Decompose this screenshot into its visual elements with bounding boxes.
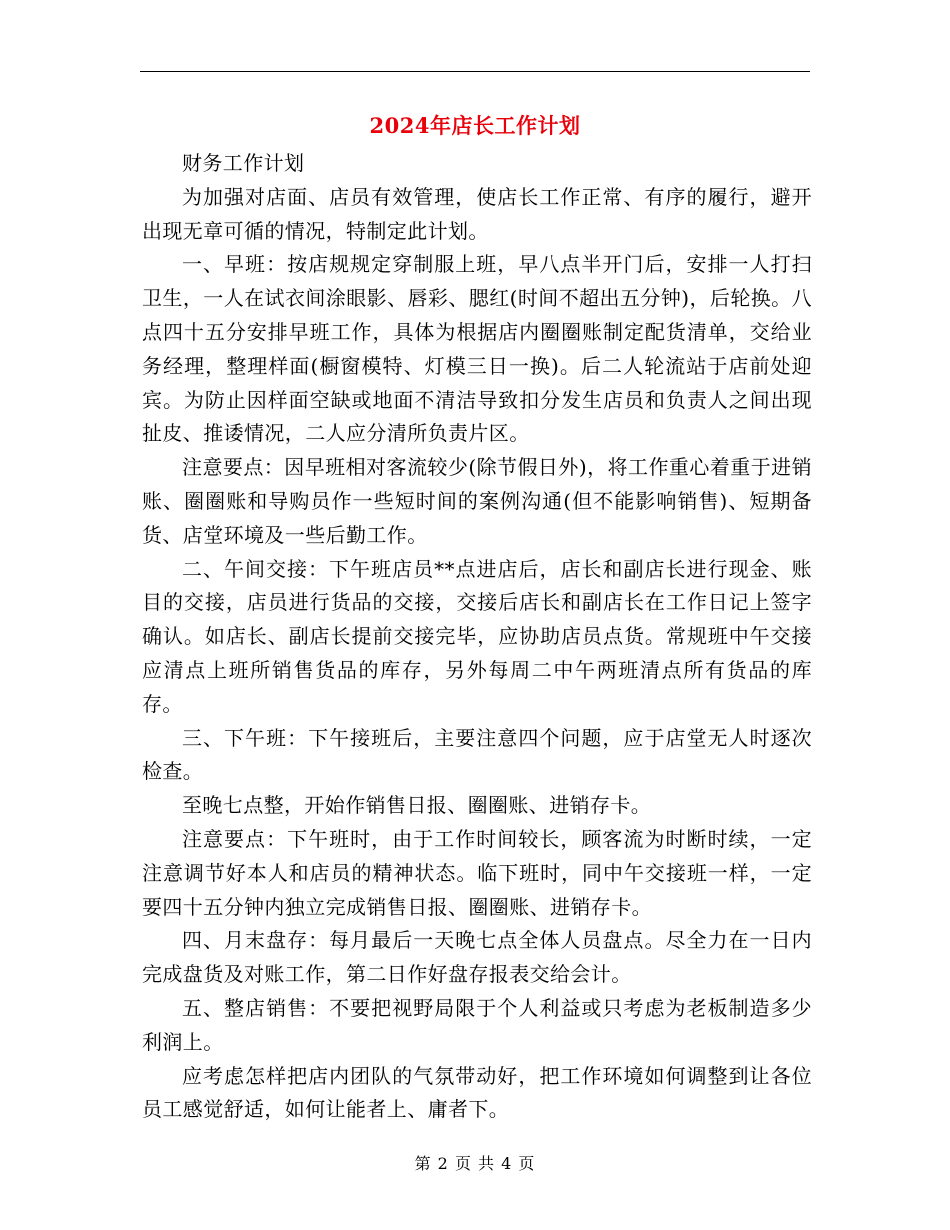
- header-rule: [140, 71, 810, 72]
- evening-report-paragraph: 至晚七点整，开始作销售日报、圈圈账、进销存卡。: [182, 793, 652, 818]
- intro-paragraph: 为加强对店面、店员有效管理，使店长工作正常、有序的履行，避开出现无章可循的情况，特制定此计划。: [142, 184, 812, 243]
- morning-notes-paragraph: 注意要点：因早班相对客流较少(除节假日外)，将工作重心着重于进销账、圈圈账和导购员作一些短时间的案例沟通(但不能影响销售)、短期备货、店堂环境及一些后勤工作。: [142, 455, 812, 547]
- afternoon-notes-paragraph: 注意要点：下午班时，由于工作时间较长，顾客流为时断时续，一定注意调节好本人和店员的精神状态。临下班时，同中午交接班一样，一定要四十五分钟内独立完成销售日报、圈圈账、进销存卡。: [142, 826, 812, 919]
- noon-handover-paragraph: 二、午间交接：下午班店员**点进店后，店长和副店长进行现金、账目的交接，店员进行货品的交接，交接后店长和副店长在工作日记上签字确认。如店长、副店长提前交接完毕，应协助店员点货。常规班中午交接应清点上班所销售货品的库存，另外每周二中午两班清点所有货品的库存。: [142, 556, 812, 716]
- afternoon-shift-paragraph: 三、下午班：下午接班后，主要注意四个问题，应于店堂无人时逐次检查。: [142, 725, 812, 784]
- store-sales-paragraph: 五、整店销售：不要把视野局限于个人利益或只考虑为老板制造多少利润上。: [142, 995, 812, 1054]
- section-heading: 财务工作计划: [182, 151, 305, 175]
- page-number-footer: 第 2 页 共 4 页: [414, 1154, 536, 1173]
- morning-shift-paragraph: 一、早班：按店规规定穿制服上班，早八点半开门后，安排一人打扫卫生，一人在试衣间涂眼影、唇彩、腮红(时间不超出五分钟)，后轮换。八点四十五分安排早班工作，具体为根据店内圈圈账制定配货清单，交给业务经理，整理样面(橱窗模特、灯模三日一换)。后二人轮流站于店前处迎宾。为防止因样面空缺或地面不清洁导致扣分发生店员和负责人之间出现扯皮、推诿情况，二人应分清所负责片区。: [142, 252, 812, 446]
- document-title: 2024年店长工作计划: [369, 113, 581, 138]
- team-atmosphere-paragraph: 应考虑怎样把店内团队的气氛带动好，把工作环境如何调整到让各位员工感觉舒适，如何让能者上、庸者下。: [142, 1063, 812, 1122]
- month-end-inventory-paragraph: 四、月末盘存：每月最后一天晚七点全体人员盘点。尽全力在一日内完成盘货及对账工作，第二日作好盘存报表交给会计。: [142, 928, 812, 987]
- document-body: [142, 147, 812, 1127]
